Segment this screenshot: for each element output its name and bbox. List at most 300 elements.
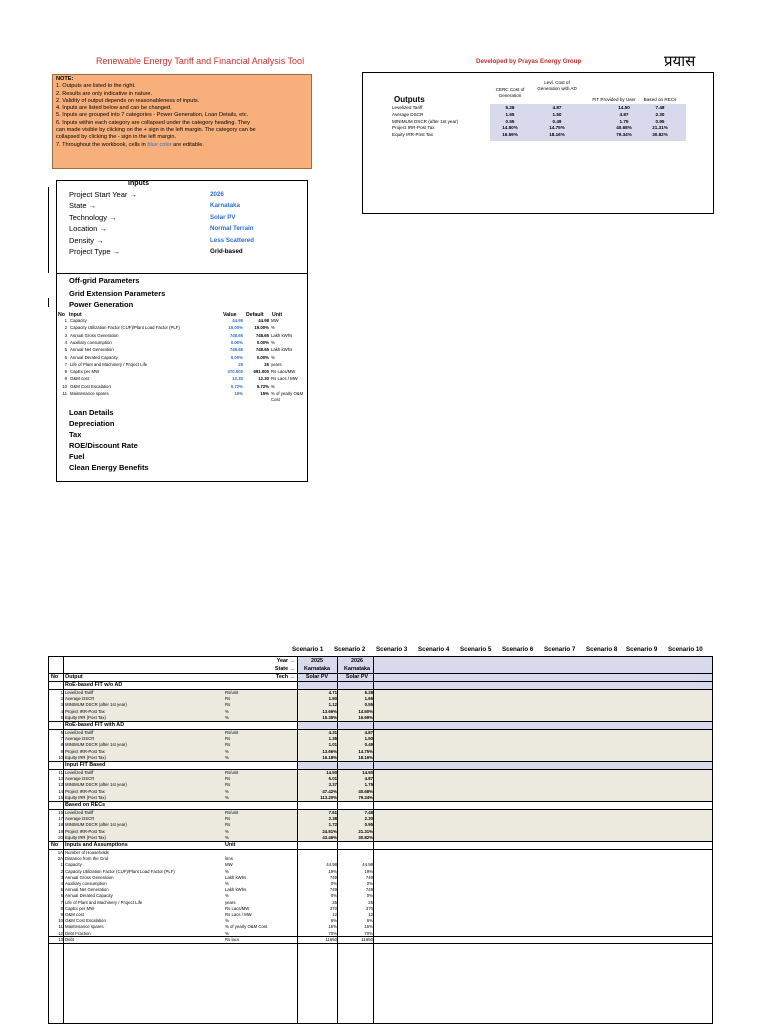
row-no: 19 (58, 828, 63, 834)
outputs-row (392, 132, 686, 139)
developer-credit: Developed by Prayas Energy Group (476, 58, 582, 65)
row-label: Project IRR-Post Tax (65, 708, 105, 714)
section-depreciation[interactable]: Depreciation (69, 419, 115, 428)
assumption-row (49, 856, 713, 862)
table-header-value: Karnataka (303, 666, 331, 672)
pg-value[interactable]: 19.00% (228, 325, 243, 331)
input-label: Location → (69, 224, 107, 234)
pg-no: 11 (62, 391, 67, 396)
row-label: Auxiliary consumption (65, 881, 107, 886)
note-line: 1. Outputs are listed to the right. (56, 83, 136, 90)
table-row (49, 822, 713, 828)
row-value-s2: 749 (365, 887, 373, 893)
assumption-row (49, 912, 713, 918)
row-unit: Rs (225, 736, 231, 742)
outputs-value: 1.75 (619, 118, 629, 124)
table-row (49, 816, 713, 822)
row-unit: % (225, 893, 229, 899)
row-no: 3 (60, 874, 63, 880)
row-unit: % (225, 708, 229, 714)
assumption-row (49, 887, 713, 893)
outputs-value: 5.28 (505, 105, 515, 110)
pg-default: 748.65 (255, 347, 269, 353)
outputs-value: 1.65 (505, 111, 515, 117)
row-unit: Rs lacs (225, 936, 240, 942)
input-value[interactable]: 2026 (210, 191, 224, 198)
row-unit: Rs (225, 822, 231, 828)
assumption-row (49, 924, 713, 930)
note-line: 6. Inputs within each category are collapsed under the category heading. They (56, 119, 250, 126)
pg-row (58, 340, 308, 346)
scenario-header: Scenario 5 (460, 646, 492, 653)
note-text: 7. Throughout the workbook, cells in (56, 141, 148, 148)
table-no-label: No (51, 674, 59, 680)
row-value-s1: 1.12 (328, 702, 337, 708)
row-value-s1: 13.66% (322, 708, 337, 714)
row-label: Annual Derated Capacity (65, 893, 113, 899)
row-no: 10 (58, 918, 63, 924)
table-row (49, 755, 713, 761)
outputs-value: 1.50 (552, 111, 562, 117)
row-label: Debt Fraction (65, 930, 91, 936)
pg-no: 7 (64, 361, 67, 367)
group-title-text: Input FIT Based (65, 762, 106, 768)
row-no: 1 (60, 862, 63, 868)
row-label: Equity IRR (Post Tax) (65, 794, 106, 800)
row-no: 12 (58, 930, 63, 936)
pg-unit: Rs Lacs/MW (271, 369, 296, 375)
row-unit: % (225, 918, 229, 924)
pg-input: Annual Derated Capacity (70, 354, 118, 360)
input-label: Project Start Year → (69, 190, 137, 199)
pg-value[interactable]: 5.72% (230, 383, 243, 389)
row-no: 7 (60, 736, 63, 742)
pg-value[interactable]: 15% (234, 391, 243, 396)
row-value-s2: 19% (364, 868, 373, 874)
row-label: Equity IRR (Post Tax) (65, 834, 106, 840)
pg-row (58, 325, 308, 331)
pg-input: O&M Cost Escalation (70, 383, 111, 389)
inputs-heading: Inputs (128, 180, 149, 187)
row-value-s2: 0.95 (364, 822, 373, 828)
outputs-value: 14.50 (618, 105, 630, 110)
row-no: 5 (60, 714, 63, 720)
row-value-s2: 6% (366, 918, 373, 924)
row-no: 12 (58, 776, 63, 782)
row-value-s2: 21.31% (358, 828, 373, 834)
outputs-row-label: Equity IRR-Post Tax (392, 132, 434, 138)
row-value-s1: 70% (328, 930, 337, 936)
row-value-s1: 1.50 (328, 696, 337, 702)
row-unit: Rs (225, 816, 231, 822)
row-label: MINIMUM DSCR (after 1st year) (65, 782, 127, 788)
assumption-row (49, 862, 713, 868)
section-off-grid[interactable]: Off-grid Parameters (69, 276, 140, 285)
table-row (49, 690, 713, 696)
grid-line-v (337, 657, 338, 1024)
row-value-s2: 0% (366, 893, 373, 899)
pg-no: 10 (62, 383, 67, 389)
row-no: 17 (58, 816, 63, 822)
row-no: 3 (60, 702, 63, 708)
section-fuel[interactable]: Fuel (69, 452, 85, 461)
row-unit: Rs/unit (225, 810, 239, 815)
row-value-s1: 7.51 (328, 810, 337, 815)
note-line: 5. Inputs are grouped into 7 categories - Power Generation, Loan Details, etc. (56, 112, 249, 119)
row-value-s2: 70% (364, 930, 373, 936)
row-label: Average DSCR (65, 696, 95, 702)
row-value-s1: 0% (330, 881, 337, 886)
section-grid-extension[interactable]: Grid Extension Parameters (69, 289, 166, 298)
table-header-value: Solar PV (345, 674, 369, 680)
pg-unit: Lakh kWhs (271, 332, 293, 338)
row-value-s2: 25 (368, 899, 373, 905)
assumptions-no: No (51, 842, 59, 848)
pg-default: 15% (260, 391, 269, 396)
pg-row (58, 384, 308, 390)
grid-line (49, 943, 713, 944)
outputs-value: 21.31% (652, 125, 668, 131)
row-value-s1: 43.46% (322, 834, 337, 840)
assumption-row (49, 850, 713, 856)
assumption-row (49, 881, 713, 887)
table-row (49, 795, 713, 801)
input-label: Project Type → (69, 247, 121, 256)
row-unit: Rs Lacs/MW (225, 905, 250, 911)
pg-unit: % (271, 354, 275, 360)
row-no: 16 (58, 810, 63, 815)
row-label: Levelized Tariff (65, 730, 94, 735)
pg-input: Life of Plant and Machinery / Project Life (70, 361, 148, 367)
table-row (49, 709, 713, 715)
row-label: Annual Net Generation (65, 887, 109, 893)
pg-row (58, 355, 308, 361)
pg-value[interactable]: 44.98 (232, 318, 243, 323)
outputs-row (392, 105, 686, 112)
row-value-s2: 11650 (361, 936, 373, 942)
pg-input: Capacity (70, 318, 87, 323)
pg-default: 12.30 (258, 376, 269, 382)
input-value[interactable]: Less Scattered (210, 236, 255, 244)
row-unit: Rs/unit (225, 690, 239, 695)
outputs-value: 30.82% (652, 132, 668, 138)
table-row (49, 736, 713, 742)
note-line (56, 142, 308, 149)
table-header-value: 2025 (311, 658, 323, 664)
table-header-value: Solar PV (305, 674, 329, 680)
row-label: Life of Plant and Machinery / Project Life (65, 899, 143, 905)
table-row (49, 810, 713, 816)
pg-header-value: Value (223, 312, 237, 318)
pg-default: 44.98 (258, 318, 269, 323)
scenario-header: Scenario 4 (418, 646, 450, 653)
row-label: Capacity Utilization Factor (CUF)/Plant Load Factor (PLF) (65, 868, 175, 874)
assumption-row (49, 875, 713, 881)
outputs-value: 0.55 (505, 118, 515, 124)
row-unit: % (225, 748, 229, 754)
row-label: Levelized Tariff (65, 770, 94, 775)
pg-row (58, 347, 308, 353)
row-label: Maintenance spares (65, 924, 104, 930)
row-value-s1: 370 (329, 905, 337, 911)
outputs-value: 79.34% (616, 132, 632, 138)
row-label: Project IRR-Post Tax (65, 748, 105, 754)
row-no: 13 (58, 782, 63, 788)
section-tax[interactable]: Tax (69, 430, 82, 439)
assumption-row (49, 900, 713, 906)
pg-header-no: No (58, 312, 65, 318)
pg-no: 9 (64, 376, 67, 382)
pg-value[interactable]: 12.30 (232, 376, 243, 382)
row-value-s1: 44.98 (326, 862, 337, 868)
row-no: 13 (58, 936, 63, 942)
row-unit: % (225, 714, 229, 720)
row-unit: kms (225, 856, 233, 862)
pg-default: 25 (264, 361, 269, 367)
section-power-generation[interactable]: Power Generation (69, 300, 134, 309)
pg-no: 6 (64, 354, 67, 360)
row-value-s1: 12 (332, 912, 337, 917)
row-value-s1: 11650 (325, 936, 337, 942)
table-header-label: State → (274, 666, 295, 672)
row-unit: % (225, 834, 229, 840)
row-value-s2: 0% (366, 881, 373, 886)
pg-row (58, 362, 308, 368)
row-label: CapEx per MW (65, 905, 95, 911)
pg-value[interactable]: 0.00% (230, 354, 243, 360)
group-title-text: RoE-based FIT w/o AD (65, 682, 123, 688)
row-value-s1: 749 (329, 874, 337, 880)
pg-header-input: Input (69, 312, 82, 318)
pg-input: Annual Gross Generation (70, 332, 119, 338)
pg-input: Auxiliary consumption (70, 339, 112, 345)
table-header-value: Karnataka (343, 666, 371, 672)
row-value-s2: 12 (368, 912, 373, 917)
row-label: Average DSCR (65, 736, 95, 742)
outputs-row (392, 112, 686, 119)
note-line: can made visible by clicking on the + sign in the left margin. The category can be (56, 127, 256, 134)
pg-unit: % (271, 325, 275, 331)
outputs-col-header: FIT Provided by User (592, 97, 636, 102)
row-label: MINIMUM DSCR (after 1st year) (65, 822, 127, 828)
prayas-logo: प्रयास (664, 52, 696, 70)
input-value[interactable]: Grid-based (210, 248, 243, 255)
outputs-value: 0.95 (655, 118, 665, 124)
outputs-value: 4.87 (552, 105, 562, 110)
row-label: Equity IRR (Post Tax) (65, 714, 106, 720)
row-unit: Rs (225, 742, 231, 748)
outputs-value: 0.49 (552, 118, 562, 124)
row-label: Average DSCR (65, 816, 95, 822)
row-value-s1: 16.18% (322, 754, 337, 760)
section-loan-details[interactable]: Loan Details (69, 408, 114, 417)
row-no: 1A (57, 850, 63, 855)
table-row (49, 829, 713, 835)
row-no: 4 (60, 708, 63, 714)
pg-no: 4 (64, 339, 67, 345)
row-unit: Rs (225, 782, 231, 788)
tool-title: Renewable Energy Tariff and Financial Analysis Tool (95, 56, 305, 66)
row-value-s2: 0.49 (364, 742, 373, 748)
input-value[interactable]: Solar PV (210, 213, 236, 221)
row-unit: MW (225, 862, 233, 868)
outputs-value: 14.75% (549, 125, 565, 131)
row-no: 14 (58, 788, 63, 794)
pg-row (58, 318, 308, 324)
row-no: 9 (60, 912, 63, 917)
row-unit: Rs/unit (225, 730, 239, 735)
outputs-col-header: CERC Cost of Generation (495, 87, 525, 98)
row-value-s1: 4.71 (328, 690, 337, 695)
pg-no: 8 (64, 369, 67, 375)
pg-value[interactable]: 0.00% (230, 339, 243, 345)
row-value-s1: 1.72 (328, 822, 337, 828)
row-label: MINIMUM DSCR (after 1st year) (65, 702, 127, 708)
grid-line-v (373, 657, 374, 1024)
row-no: 8 (60, 905, 63, 911)
pg-value[interactable]: 25 (238, 361, 243, 367)
outline-margin (48, 187, 49, 273)
note-text: are editable. (171, 141, 204, 148)
section-clean-energy[interactable]: Clean Energy Benefits (69, 463, 149, 472)
row-unit: Lakh kWhs (225, 887, 247, 893)
row-label: Equity IRR (Post Tax) (65, 754, 106, 760)
pg-default: 0.00% (256, 354, 269, 360)
input-label: Technology → (69, 212, 117, 222)
pg-no: 5 (64, 347, 67, 353)
outputs-value: 7.48 (655, 105, 665, 110)
row-value-s2: 4.87 (364, 776, 373, 782)
row-value-s1: 5.01 (328, 776, 337, 782)
outputs-panel (362, 72, 714, 214)
pg-value[interactable]: 748.65 (229, 347, 243, 353)
input-value[interactable]: Karnataka (210, 202, 240, 210)
row-unit: years (225, 899, 236, 905)
table-row (49, 749, 713, 755)
outputs-row-label: Levelized Tariff (392, 105, 423, 110)
outputs-row (392, 119, 686, 126)
outputs-value: 18.16% (549, 132, 565, 138)
row-value-s2: 14.50% (358, 708, 373, 714)
outputs-row (392, 125, 686, 132)
row-unit: % (225, 868, 229, 874)
row-value-s1: 15% (328, 924, 337, 930)
pg-value[interactable]: 370.000 (227, 369, 243, 375)
input-label: State → (69, 201, 97, 211)
table-header-row (49, 658, 713, 666)
row-value-s2: 14.50 (362, 770, 373, 775)
outputs-col-header: Levl. Cost of Generation with AD (537, 80, 577, 91)
pg-default: 691.000 (253, 369, 269, 375)
table-row (49, 696, 713, 702)
pg-unit: % (271, 339, 275, 345)
row-value-s2: 18.16% (358, 754, 373, 760)
row-label: O&M Cost Escalation (65, 918, 106, 924)
scenario-header: Scenario 6 (502, 646, 534, 653)
row-value-s1: 19% (328, 868, 337, 874)
row-unit: % (225, 930, 229, 936)
row-value-s1: 47.42% (322, 788, 337, 794)
row-no: 11 (58, 770, 63, 775)
row-value-s2: 4.87 (364, 730, 373, 735)
row-value-s2: 40.68% (358, 788, 373, 794)
table-row (49, 730, 713, 736)
table-header-label: Year → (276, 658, 295, 664)
row-no: 6 (60, 893, 63, 899)
row-no: 18 (58, 822, 63, 828)
pg-row (58, 376, 308, 382)
row-unit: % (225, 788, 229, 794)
assumptions-title: Inputs and Assumptions (65, 842, 128, 848)
table-row (49, 835, 713, 841)
row-no: 9 (60, 748, 63, 754)
scenario-header: Scenario 8 (586, 646, 618, 653)
row-unit: % (225, 754, 229, 760)
scenario-header: Scenario 2 (334, 646, 366, 653)
row-unit: Rs (225, 696, 231, 702)
row-unit: % (225, 828, 229, 834)
scenario-header: Scenario 1 (292, 646, 324, 653)
pg-row (58, 391, 308, 402)
table-header-value: 2026 (351, 658, 363, 664)
row-value-s1: 1.35 (328, 736, 337, 742)
row-label: Annual Gross Generation (65, 874, 114, 880)
pg-input: Annual Net Generation (70, 347, 114, 353)
table-row (49, 702, 713, 708)
pg-unit: % (271, 383, 275, 389)
outputs-row-label: Project IRR-Post Tax (392, 125, 435, 131)
row-no: 6 (60, 730, 63, 735)
pg-default: 0.00% (256, 339, 269, 345)
input-value[interactable]: Normal Terrain (210, 225, 254, 233)
outputs-value: 4.87 (619, 111, 629, 117)
pg-input: Maintenance spares (70, 391, 109, 396)
pg-value[interactable]: 748.65 (229, 332, 243, 338)
note-box (52, 74, 312, 169)
note-line: 4. Inputs are listed below and can be changed. (56, 105, 172, 112)
row-label: MINIMUM DSCR (after 1st year) (65, 742, 127, 748)
outputs-value: 40.68% (616, 125, 632, 131)
pg-input: O&M cost (70, 376, 89, 382)
assumption-row (49, 869, 713, 875)
row-value-s2: 15% (364, 924, 373, 930)
section-roe-discount[interactable]: ROE/Discount Rate (69, 441, 138, 450)
row-no: 2 (60, 696, 63, 702)
grid-line-v (297, 657, 298, 1024)
row-value-s2: 14.75% (358, 748, 373, 754)
outline-margin (48, 298, 49, 307)
row-label: Levelized Tariff (65, 690, 94, 695)
row-value-s2: 5.28 (364, 690, 373, 695)
row-unit: % (225, 881, 229, 886)
table-row (49, 782, 713, 788)
row-no: 7 (60, 899, 63, 905)
row-value-s2: 1.75 (364, 782, 373, 788)
pg-header-default: Default (246, 312, 264, 318)
input-label: Density → (69, 235, 104, 245)
grid-line-v (63, 657, 64, 1024)
blue-color-text: blue color (147, 141, 172, 148)
outputs-row-label: MINIMUM DSCR (after 1st year) (392, 118, 459, 124)
table-row (49, 789, 713, 795)
row-value-s2: 79.34% (358, 794, 373, 800)
row-value-s2: 1.65 (364, 696, 373, 702)
row-unit: Rs/unit (225, 770, 239, 775)
table-header-label: Tech → (275, 674, 295, 680)
scenario-header: Scenario 3 (376, 646, 408, 653)
row-value-s1: 15.35% (322, 714, 337, 720)
row-unit: Rs (225, 776, 231, 782)
